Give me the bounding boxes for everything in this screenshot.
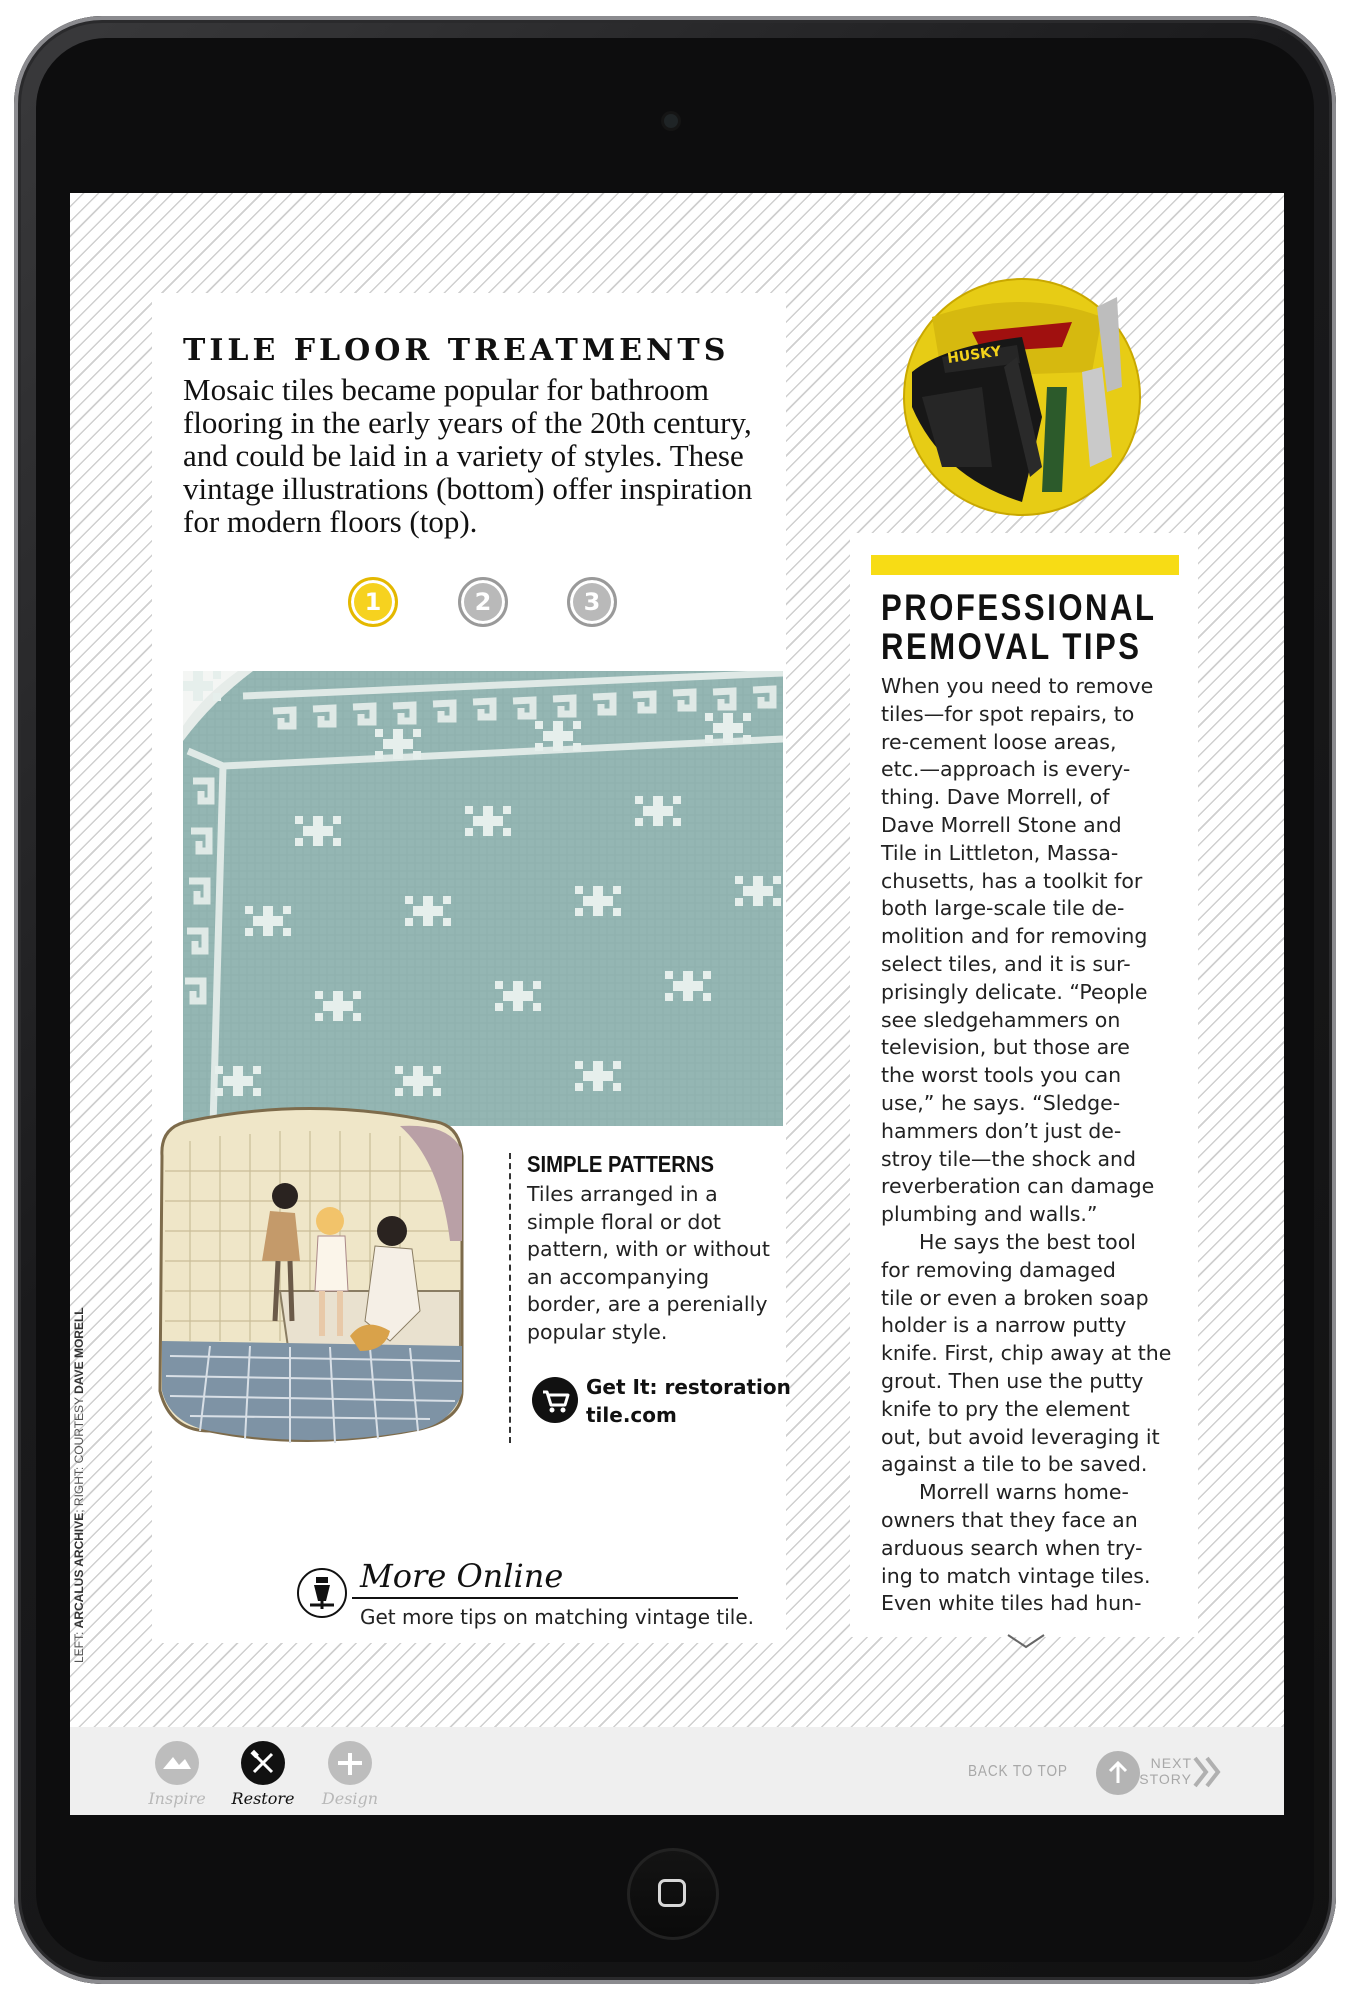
next-story-line1: NEXT: [1150, 1755, 1192, 1771]
more-online-subtitle[interactable]: Get more tips on matching vintage tile.: [360, 1605, 754, 1629]
page-dot-2[interactable]: 2: [458, 577, 508, 627]
vintage-bathroom-illustration: [150, 1101, 470, 1451]
credit-right: DAVE MORELL: [72, 1307, 86, 1394]
shopping-cart-icon[interactable]: [532, 1377, 578, 1423]
simple-patterns-title: SIMPLE PATTERNS: [527, 1151, 715, 1177]
page-dot-1[interactable]: 1: [348, 577, 398, 627]
removal-tips-title: [881, 588, 1156, 666]
removal-tips-body: [881, 673, 1181, 1618]
credit-prefix-right: ; RIGHT: COURTESY: [72, 1393, 86, 1513]
article-title: TILE FLOOR TREATMENTS: [183, 333, 730, 368]
nav-restore-label: Restore: [231, 1789, 295, 1808]
nav-restore[interactable]: [218, 1741, 308, 1808]
nav-design-label: Design: [321, 1789, 379, 1808]
design-graphic: [328, 1741, 372, 1785]
more-online-graphic: [296, 1567, 348, 1619]
cart-graphic: [532, 1377, 578, 1423]
more-online-title[interactable]: More Online: [360, 1557, 564, 1595]
restore-icon: [241, 1741, 285, 1785]
inspire-icon: [155, 1741, 199, 1785]
credit-prefix-left: LEFT:: [72, 1628, 86, 1663]
svg-text:HUSKY: HUSKY: [946, 343, 1003, 367]
tool-belt-graphic: [902, 277, 1142, 517]
get-it-link[interactable]: Get It: restoration tile.com: [586, 1375, 791, 1427]
page-dot-3[interactable]: 3: [567, 577, 617, 627]
front-camera: [664, 114, 678, 128]
more-online-rule: [352, 1597, 738, 1599]
bottom-toolbar: [70, 1727, 1284, 1815]
tips-paragraph-3: Morrell warns home- owners that they face an arduous search when try- ing to match vintage tiles. Even white tiles had hun-: [881, 1480, 1151, 1616]
home-square-icon: [658, 1879, 686, 1907]
removal-tips-title-line1: PROFESSIONAL: [881, 587, 1157, 628]
pattern-divider: [509, 1153, 511, 1443]
tool-belt-photo: [902, 277, 1142, 517]
illustration-graphic: [150, 1101, 470, 1451]
next-story-label[interactable]: [1132, 1755, 1192, 1787]
chevron-down-icon[interactable]: [1006, 1631, 1046, 1651]
removal-tips-title-line2: REMOVAL TIPS: [881, 626, 1142, 667]
photo-credit: [72, 1303, 86, 1663]
double-chevron-right-icon[interactable]: [1192, 1755, 1222, 1789]
sidebar-accent-bar: [871, 555, 1179, 575]
article-intro: Mosaic tiles became popular for bathroom flooring in the early years of the 20th century, and could be laid in a variety of styles. These vintage illustrations (bottom) offer inspiration for modern floors (top).: [183, 372, 753, 539]
magazine-screen: [70, 193, 1284, 1815]
next-story-line2: STORY: [1139, 1771, 1192, 1787]
doorknocker-icon[interactable]: [296, 1567, 348, 1619]
nav-inspire-label: Inspire: [148, 1789, 206, 1808]
tips-paragraph-1: When you need to remove tiles—for spot repairs, to re-cement loose areas, etc.—approach is every- thing. Dave Morrell, of Dave Morrell Stone and Tile in Littleton, Massa- chusetts, has a toolkit for both large-scale tile de- molition and for removing select tiles, and it is sur- prisingly delicate. “People see sledgehammers on television, but those are the worst tools you can use,” he says. “Sledge- hammers don’t just de- stroy tile—the shock and reverberation can damage plumbing and walls.”: [881, 674, 1155, 1227]
tips-paragraph-2: He says the best tool for removing damaged tile or even a broken soap holder is a narrow putty knife. First, chip away at the grout. Then use the putty knife to pry the element out, but avoid leveraging it against a tile to be saved.: [881, 1229, 1172, 1477]
tile-floor-photo: [183, 671, 783, 1126]
inspire-graphic: [155, 1741, 199, 1785]
simple-patterns-body: Tiles arranged in a simple floral or dot pattern, with or without an accompanying border, are a perenially popular style.: [527, 1182, 770, 1344]
nav-inspire[interactable]: [132, 1741, 222, 1808]
restore-graphic: [241, 1741, 285, 1785]
credit-left: ARCALUS ARCHIVE: [72, 1512, 86, 1629]
design-icon: [328, 1741, 372, 1785]
nav-design[interactable]: [305, 1741, 395, 1808]
tile-floor-photo-graphic: [183, 671, 783, 1126]
back-to-top-label[interactable]: BACK TO TOP: [968, 1763, 1068, 1780]
